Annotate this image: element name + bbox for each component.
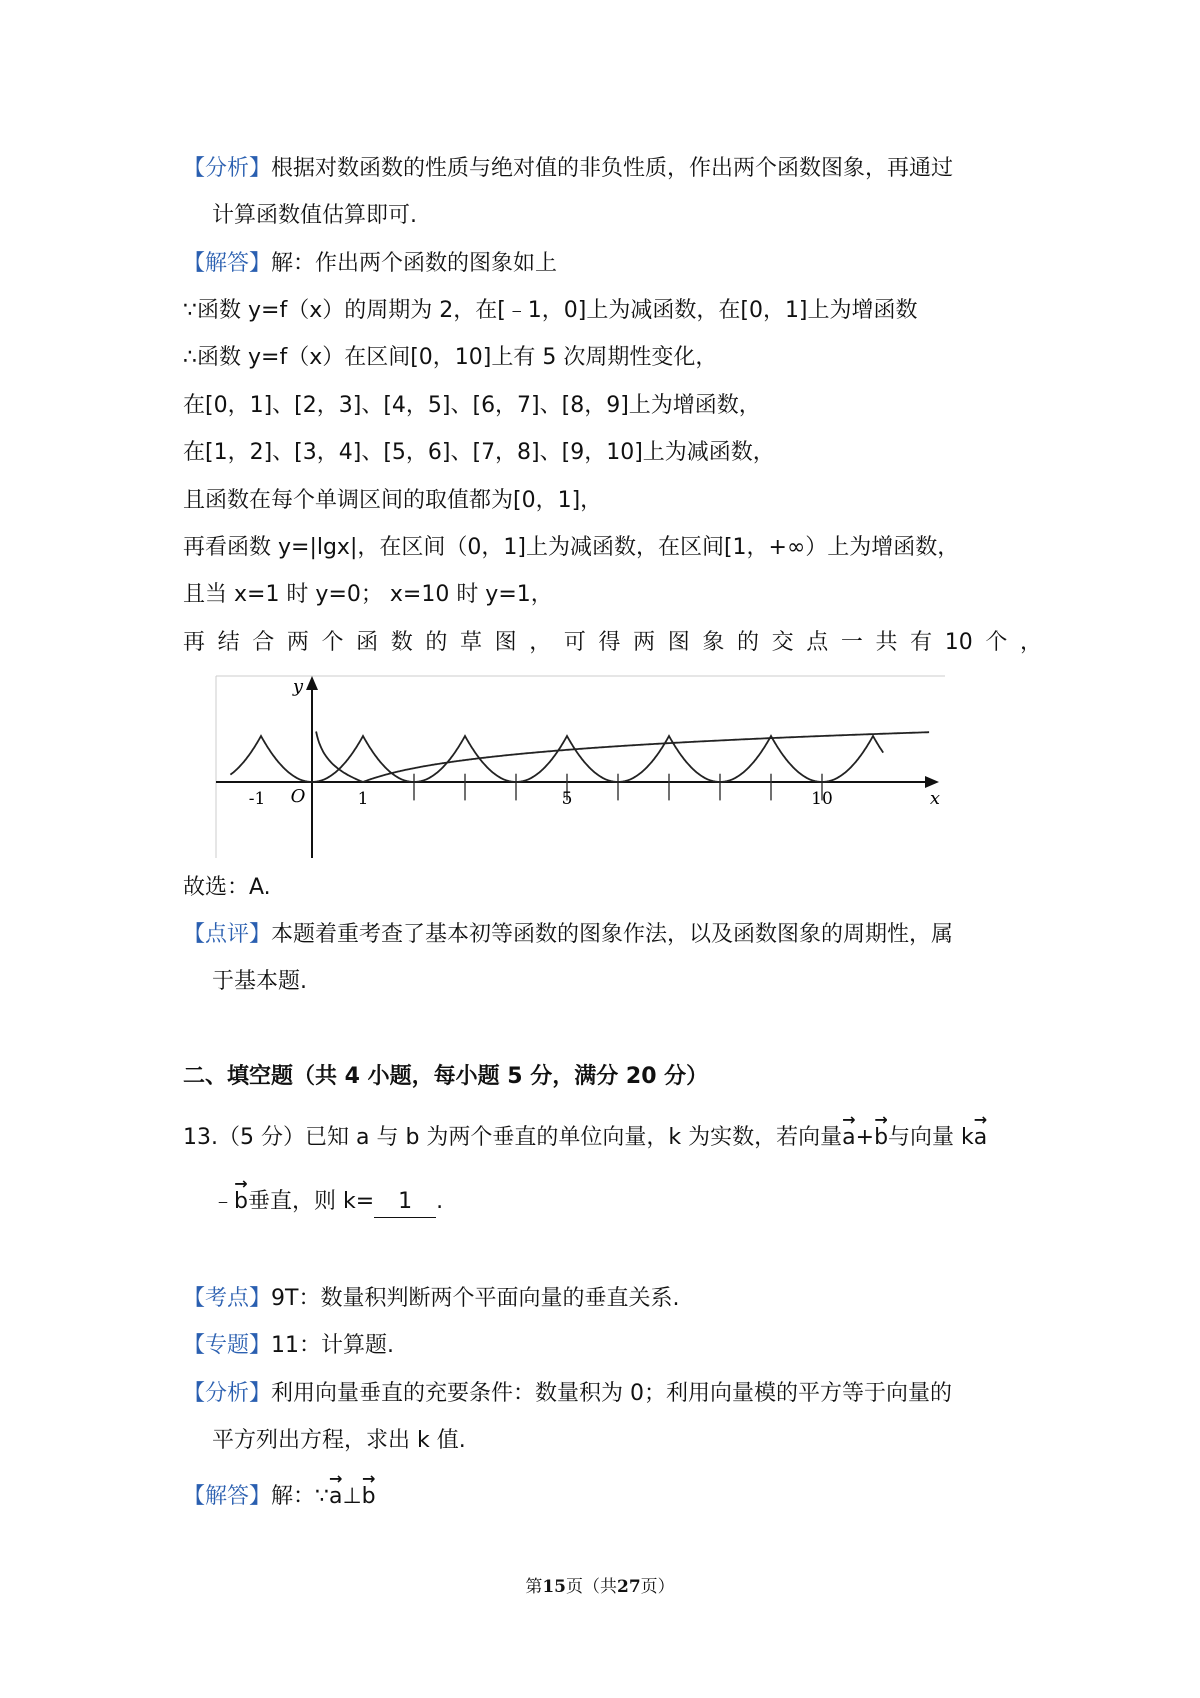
choice-line: 故选：A. — [183, 875, 271, 900]
analysis-tag: 【分析】 — [183, 156, 272, 181]
conclusion-char: 可 — [563, 630, 586, 655]
plus-sign: + — [855, 1125, 875, 1150]
conclusion-char: 10 — [944, 630, 973, 655]
answer-intro: 解：作出两个函数的图象如上 — [271, 251, 558, 276]
zhuanti-line — [183, 1331, 1050, 1361]
vector-a: → a — [329, 1478, 342, 1512]
solution-line: ∵函数 y=f（x）的周期为 2，在[﹣1，0]上为减函数，在[0，1]上为增函数 — [183, 298, 918, 323]
conclusion-char: 两 — [286, 630, 309, 655]
analysis-text: 根据对数函数的性质与绝对值的非负性质，作出两个函数图象，再通过 — [271, 156, 954, 181]
vector-a: → a — [842, 1119, 855, 1153]
answer-line — [183, 1478, 1050, 1512]
analysis-line — [183, 1379, 1050, 1409]
x-axis-arrow — [925, 776, 939, 788]
tick-label: 10 — [811, 789, 833, 809]
function-graph — [212, 672, 947, 862]
kaodian-line — [183, 1284, 1050, 1314]
analysis-tag: 【分析】 — [183, 1381, 272, 1406]
tick-label: 5 — [561, 789, 573, 809]
comment-continuation: 于基本题. — [212, 969, 307, 994]
conclusion-char: ， — [529, 630, 552, 655]
question-13-line2 — [212, 1183, 1050, 1218]
conclusion-char: 得 — [598, 630, 621, 655]
conclusion-char: 的 — [425, 630, 448, 655]
analysis-continuation: 计算函数值估算即可. — [212, 203, 417, 228]
total-pages: 27 — [617, 1577, 641, 1597]
vector-b: → b — [362, 1478, 376, 1512]
origin-label: O — [290, 786, 306, 807]
conclusion-char: 个 — [985, 630, 1008, 655]
y-axis-label: y — [292, 676, 304, 697]
conclusion-char: 再 — [183, 630, 206, 655]
conclusion-char: 的 — [737, 630, 760, 655]
comment-line — [183, 920, 1050, 950]
y-axis-arrow — [306, 676, 318, 690]
answer-tag: 【解答】 — [183, 251, 272, 276]
conclusion-char: 数 — [390, 630, 413, 655]
footer-middle: 页（共 — [566, 1577, 617, 1597]
solution-line: 在[0，1]、[2，3]、[4，5]、[6，7]、[8，9]上为增函数， — [183, 393, 761, 418]
conclusion-char: 草 — [460, 630, 483, 655]
conclusion-char: 交 — [771, 630, 794, 655]
conclusion-char: 个 — [321, 630, 344, 655]
conclusion-char: 图 — [494, 630, 517, 655]
kaodian-tag: 【考点】 — [183, 1286, 272, 1311]
conclusion-char: 两 — [633, 630, 656, 655]
page-footer — [0, 1572, 1200, 1597]
conclusion-char: 共 — [875, 630, 898, 655]
page-number: 15 — [542, 1577, 566, 1597]
analysis-line — [183, 154, 1050, 184]
vector-b: → b — [874, 1119, 888, 1153]
conclusion-char: 点 — [806, 630, 829, 655]
conclusion-char: 结 — [217, 630, 240, 655]
question-text: 13.（5 分）已知 a 与 b 为两个垂直的单位向量，k 为实数，若向量 — [183, 1125, 843, 1150]
x-axis-label: x — [929, 788, 941, 809]
tick-label: -1 — [248, 789, 266, 809]
conclusion-line — [183, 628, 1042, 658]
vector-b: → b — [234, 1183, 248, 1217]
answer-prefix: 解：∵ — [271, 1484, 330, 1509]
comment-text: 本题着重考查了基本初等函数的图象作法，以及函数图象的周期性，属 — [271, 922, 954, 947]
zhuanti-tag: 【专题】 — [183, 1333, 272, 1358]
conclusion-char: 象 — [702, 630, 725, 655]
analysis-continuation: 平方列出方程，求出 k 值. — [212, 1428, 466, 1453]
question-text: 垂直，则 k= — [247, 1189, 375, 1214]
conclusion-char: 函 — [356, 630, 379, 655]
answer-blank: 1 — [374, 1187, 436, 1218]
solution-line: 且函数在每个单调区间的取值都为[0，1]， — [183, 488, 603, 513]
answer-line — [183, 249, 1050, 279]
period: . — [436, 1189, 444, 1214]
conclusion-char: 一 — [840, 630, 863, 655]
solution-line: 且当 x=1 时 y=0； x=10 时 y=1， — [183, 582, 553, 607]
question-13 — [183, 1119, 1050, 1153]
footer-suffix: 页） — [640, 1577, 675, 1597]
tick-label: 1 — [357, 789, 369, 809]
conclusion-char: ， — [1019, 630, 1042, 655]
question-text: 与向量 k — [888, 1125, 974, 1150]
zhuanti-text: 11：计算题. — [271, 1333, 395, 1358]
footer-prefix: 第 — [525, 1577, 543, 1597]
analysis-text: 利用向量垂直的充要条件：数量积为 0；利用向量模的平方等于向量的 — [271, 1381, 953, 1406]
solution-line: 再看函数 y=|lgx|，在区间（0，1]上为减函数，在区间[1，+∞）上为增函数， — [183, 535, 960, 560]
solution-line: ∴函数 y=f（x）在区间[0，10]上有 5 次周期性变化， — [183, 345, 718, 370]
solution-line: 在[1，2]、[3，4]、[5，6]、[7，8]、[9，10]上为减函数， — [183, 440, 775, 465]
conclusion-char: 合 — [252, 630, 275, 655]
section-heading: 二、填空题（共 4 小题，每小题 5 分，满分 20 分） — [183, 1064, 709, 1089]
conclusion-char: 有 — [910, 630, 933, 655]
series-abs-lgx — [316, 732, 929, 783]
conclusion-char: 图 — [667, 630, 690, 655]
comment-tag: 【点评】 — [183, 922, 272, 947]
perp-symbol: ⊥ — [342, 1484, 362, 1509]
kaodian-text: 9T：数量积判断两个平面向量的垂直关系. — [271, 1286, 680, 1311]
answer-tag: 【解答】 — [183, 1484, 272, 1509]
vector-a: → a — [974, 1119, 987, 1153]
minus-sign: ﹣ — [212, 1189, 235, 1214]
